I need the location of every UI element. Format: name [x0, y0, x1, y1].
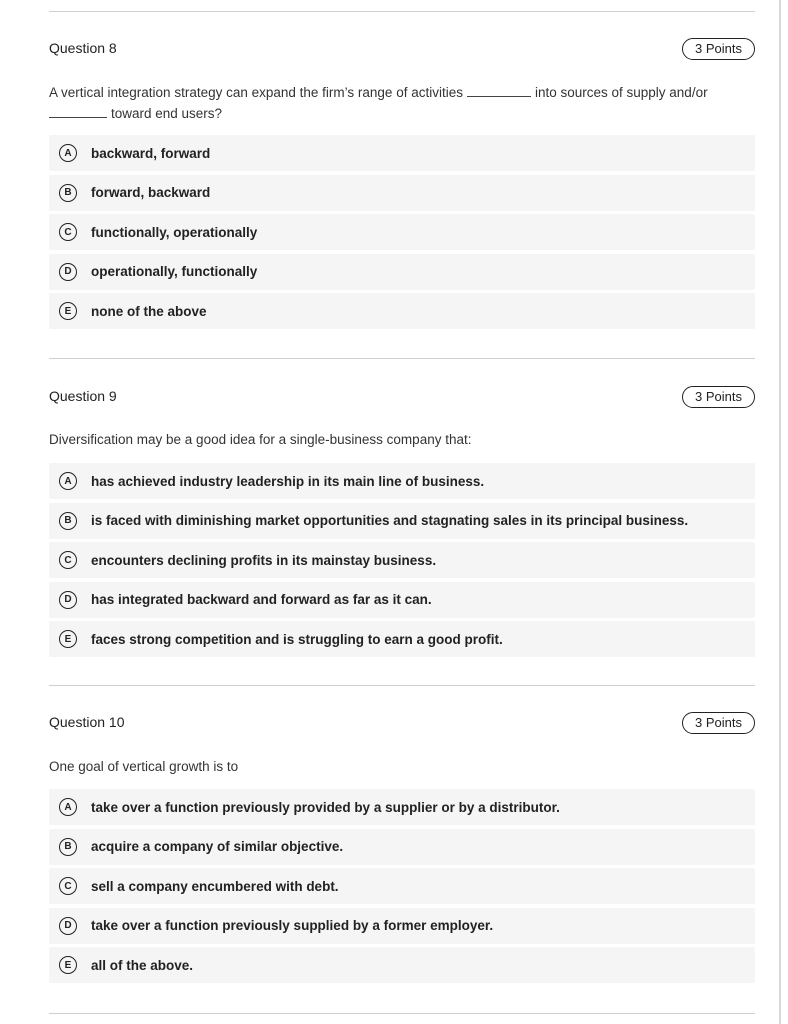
option-letter-icon: C — [59, 551, 77, 569]
option-d[interactable] — [49, 254, 755, 290]
question-header — [49, 712, 755, 736]
option-text: none of the above — [91, 303, 207, 319]
divider — [49, 685, 755, 686]
option-b[interactable] — [49, 175, 755, 211]
question-title: Question 9 — [49, 388, 117, 404]
question-title: Question 10 — [49, 714, 125, 730]
option-text: faces strong competition and is struggling to earn a good profit. — [91, 631, 503, 647]
option-d[interactable] — [49, 908, 755, 944]
option-c[interactable] — [49, 214, 755, 250]
option-letter-icon: B — [59, 512, 77, 530]
question-text: Diversification may be a good idea for a single-business company that: — [49, 432, 472, 447]
points-badge: 3 Points — [682, 38, 755, 60]
option-text: functionally, operationally — [91, 224, 258, 240]
option-text: encounters declining profits in its mainstay business. — [91, 552, 437, 568]
answer-blank — [49, 117, 107, 118]
option-text: backward, forward — [91, 145, 211, 161]
option-letter-icon: C — [59, 877, 77, 895]
option-letter-icon: E — [59, 302, 77, 320]
option-letter-icon: C — [59, 223, 77, 241]
option-c[interactable] — [49, 868, 755, 904]
answer-options — [49, 789, 755, 987]
question-10 — [49, 712, 755, 973]
option-text: is faced with diminishing market opportunities and stagnating sales in its principal business. — [91, 513, 689, 528]
option-b[interactable] — [49, 503, 755, 539]
option-letter-icon: D — [59, 263, 77, 281]
option-a[interactable] — [49, 135, 755, 171]
option-c[interactable] — [49, 542, 755, 578]
option-a[interactable] — [49, 463, 755, 499]
option-text: operationally, functionally — [91, 264, 258, 279]
option-e[interactable] — [49, 947, 755, 983]
divider — [49, 358, 755, 359]
option-text: sell a company encumbered with debt. — [91, 878, 339, 894]
points-badge: 3 Points — [682, 386, 755, 408]
option-letter-icon: E — [59, 956, 77, 974]
option-e[interactable] — [49, 621, 755, 657]
question-header — [49, 386, 755, 410]
option-letter-icon: A — [59, 144, 77, 162]
option-letter-icon: D — [59, 591, 77, 609]
option-letter-icon: A — [59, 472, 77, 490]
option-letter-icon: B — [59, 838, 77, 856]
divider — [49, 11, 755, 12]
option-text: take over a function previously provided by a supplier or by a distributor. — [91, 799, 560, 815]
question-title: Question 8 — [49, 40, 117, 56]
option-text: all of the above. — [91, 957, 194, 973]
option-letter-icon: E — [59, 630, 77, 648]
answer-options — [49, 135, 755, 333]
option-text: has achieved industry leadership in its main line of business. — [91, 473, 485, 489]
question-8 — [49, 38, 755, 319]
option-letter-icon: A — [59, 798, 77, 816]
option-text: forward, backward — [91, 185, 211, 200]
option-text: take over a function previously supplied by a former employer. — [91, 918, 494, 933]
points-badge: 3 Points — [682, 712, 755, 734]
divider — [49, 1013, 755, 1014]
question-9 — [49, 386, 755, 647]
option-b[interactable] — [49, 829, 755, 865]
question-text: One goal of vertical growth is to — [49, 759, 239, 774]
option-e[interactable] — [49, 293, 755, 329]
option-text: has integrated backward and forward as far as it can. — [91, 592, 432, 607]
option-letter-icon: B — [59, 184, 77, 202]
answer-blank — [467, 96, 531, 97]
answer-options — [49, 463, 755, 661]
option-letter-icon: D — [59, 917, 77, 935]
question-header — [49, 38, 755, 62]
scrollbar[interactable] — [779, 0, 781, 1024]
option-d[interactable] — [49, 582, 755, 618]
option-text: acquire a company of similar objective. — [91, 839, 344, 854]
option-a[interactable] — [49, 789, 755, 825]
question-text: A vertical integration strategy can expand the firm’s range of activities into sources of supply and/or toward end users? — [49, 85, 708, 121]
